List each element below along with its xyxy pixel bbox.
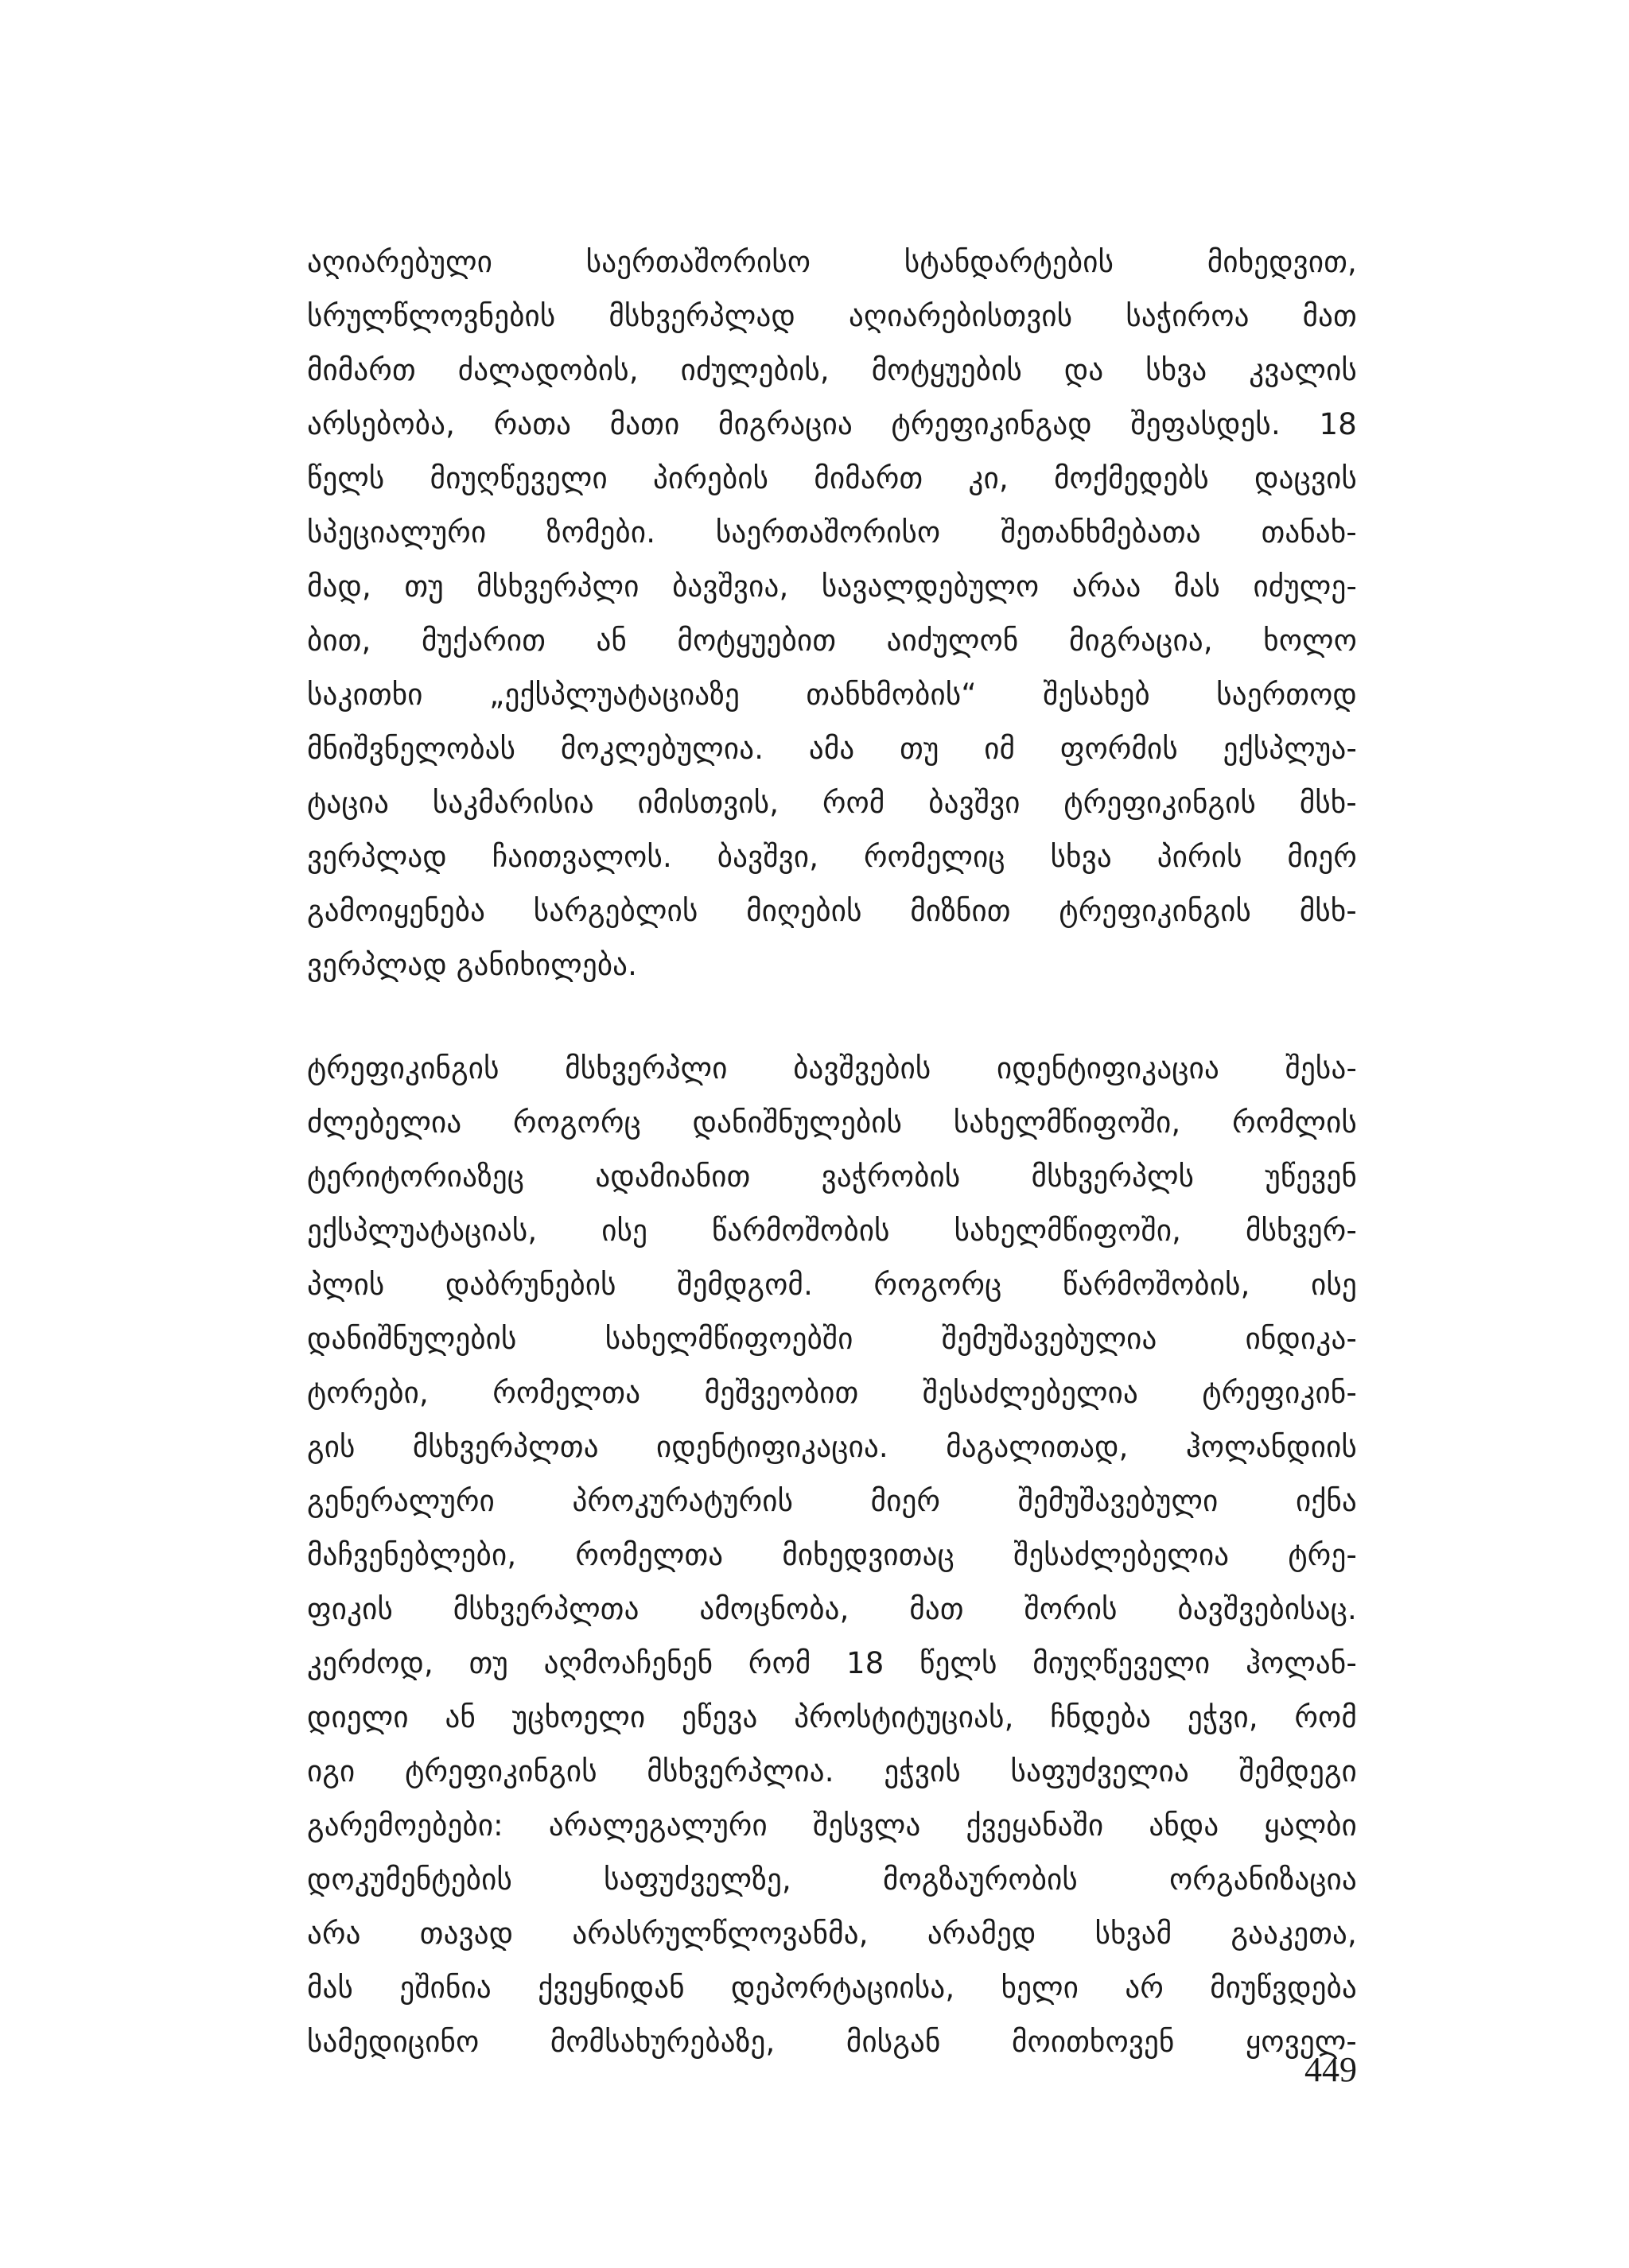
text-line: საკითხი „ექსპლუატაციაზე თანხმობის“ შესახებ საერთოდ xyxy=(307,678,1357,712)
text-line: დიელი ან უცხოელი ეწევა პროსტიტუციას, ჩნდება ეჭვი, რომ xyxy=(307,1700,1357,1734)
text-line: აღიარებული საერთაშორისო სტანდარტების მიხედვით, xyxy=(307,245,1357,279)
text-line: არსებობა, რათა მათი მიგრაცია ტრეფიკინგად შეფასდეს. 18 xyxy=(307,407,1357,441)
text-line: სპეციალური ზომები. საერთაშორისო შეთანხმებათა თანახ- xyxy=(307,515,1357,550)
text-line: კერძოდ, თუ აღმოაჩენენ რომ 18 წელს მიუღწეველი ჰოლან- xyxy=(307,1646,1357,1680)
text-line: მნიშვნელობას მოკლებულია. ამა თუ იმ ფორმის ექსპლუა- xyxy=(307,732,1357,766)
text-line: ფიკის მსხვერპლთა ამოცნობა, მათ შორის ბავშვებისაც. xyxy=(307,1592,1357,1626)
text-line: ბით, მუქარით ან მოტყუებით აიძულონ მიგრაცია, ხოლო xyxy=(307,623,1357,658)
text-line: სამედიცინო მომსახურებაზე, მისგან მოითხოვენ ყოველ- xyxy=(307,2025,1357,2059)
paragraph-1 xyxy=(307,235,1357,992)
text-line: არა თავად არასრულწლოვანმა, არამედ სხვამ გააკეთა, xyxy=(307,1917,1357,1951)
text-line: ტორები, რომელთა მეშვეობით შესაძლებელია ტრეფიკინ- xyxy=(307,1376,1357,1410)
text-line: გენერალური პროკურატურის მიერ შემუშავებული იქნა xyxy=(307,1484,1357,1518)
page-body xyxy=(307,235,1357,2069)
text-line: ვერპლად ჩაითვალოს. ბავშვი, რომელიც სხვა პირის მიერ xyxy=(307,840,1357,874)
text-line: სრულწლოვნების მსხვერპლად აღიარებისთვის საჭიროა მათ xyxy=(307,299,1357,333)
text-line: გარემოებები: არალეგალური შესვლა ქვეყანაში ანდა ყალბი xyxy=(307,1808,1357,1843)
text-line: დანიშნულების სახელმწიფოებში შემუშავებულია ინდიკა- xyxy=(307,1322,1357,1356)
text-line: გის მსხვერპლთა იდენტიფიკაცია. მაგალითად, ჰოლანდიის xyxy=(307,1430,1357,1464)
text-line: დოკუმენტების საფუძველზე, მოგზაურობის ორგანიზაცია xyxy=(307,1862,1357,1897)
text-line: ვერპლად განიხილება. xyxy=(307,948,638,982)
text-line: იგი ტრეფიკინგის მსხვერპლია. ეჭვის საფუძველია შემდეგი xyxy=(307,1754,1357,1788)
text-line: ძლებელია როგორც დანიშნულების სახელმწიფოში, რომლის xyxy=(307,1105,1357,1140)
text-line: მას ეშინია ქვეყნიდან დეპორტაციისა, ხელი არ მიუწვდება xyxy=(307,1971,1357,2005)
text-line: გამოიყენება სარგებლის მიღების მიზნით ტრეფიკინგის მსხ- xyxy=(307,894,1357,928)
text-line: ტერიტორიაზეც ადამიანით ვაჭრობის მსხვერპლს უწევენ xyxy=(307,1159,1357,1194)
text-line: მად, თუ მსხვერპლი ბავშვია, სავალდებულო არაა მას იძულე- xyxy=(307,569,1357,604)
text-line: ტრეფიკინგის მსხვერპლი ბავშვების იდენტიფიკაცია შესა- xyxy=(307,1051,1357,1085)
text-line: პლის დაბრუნების შემდგომ. როგორც წარმოშობის, ისე xyxy=(307,1268,1357,1302)
text-line: მაჩვენებლები, რომელთა მიხედვითაც შესაძლებელია ტრე- xyxy=(307,1538,1357,1572)
page-number: 449 xyxy=(1304,2050,1357,2089)
text-line: წელს მიუღწეველი პირების მიმართ კი, მოქმედებს დაცვის xyxy=(307,461,1357,495)
text-line: ექსპლუატაციას, ისე წარმოშობის სახელმწიფოში, მსხვერ- xyxy=(307,1214,1357,1248)
text-line: მიმართ ძალადობის, იძულების, მოტყუების და სხვა კვალის xyxy=(307,353,1357,387)
text-line: ტაცია საკმარისია იმისთვის, რომ ბავშვი ტრეფიკინგის მსხ- xyxy=(307,786,1357,820)
paragraph-2 xyxy=(307,1042,1357,2069)
